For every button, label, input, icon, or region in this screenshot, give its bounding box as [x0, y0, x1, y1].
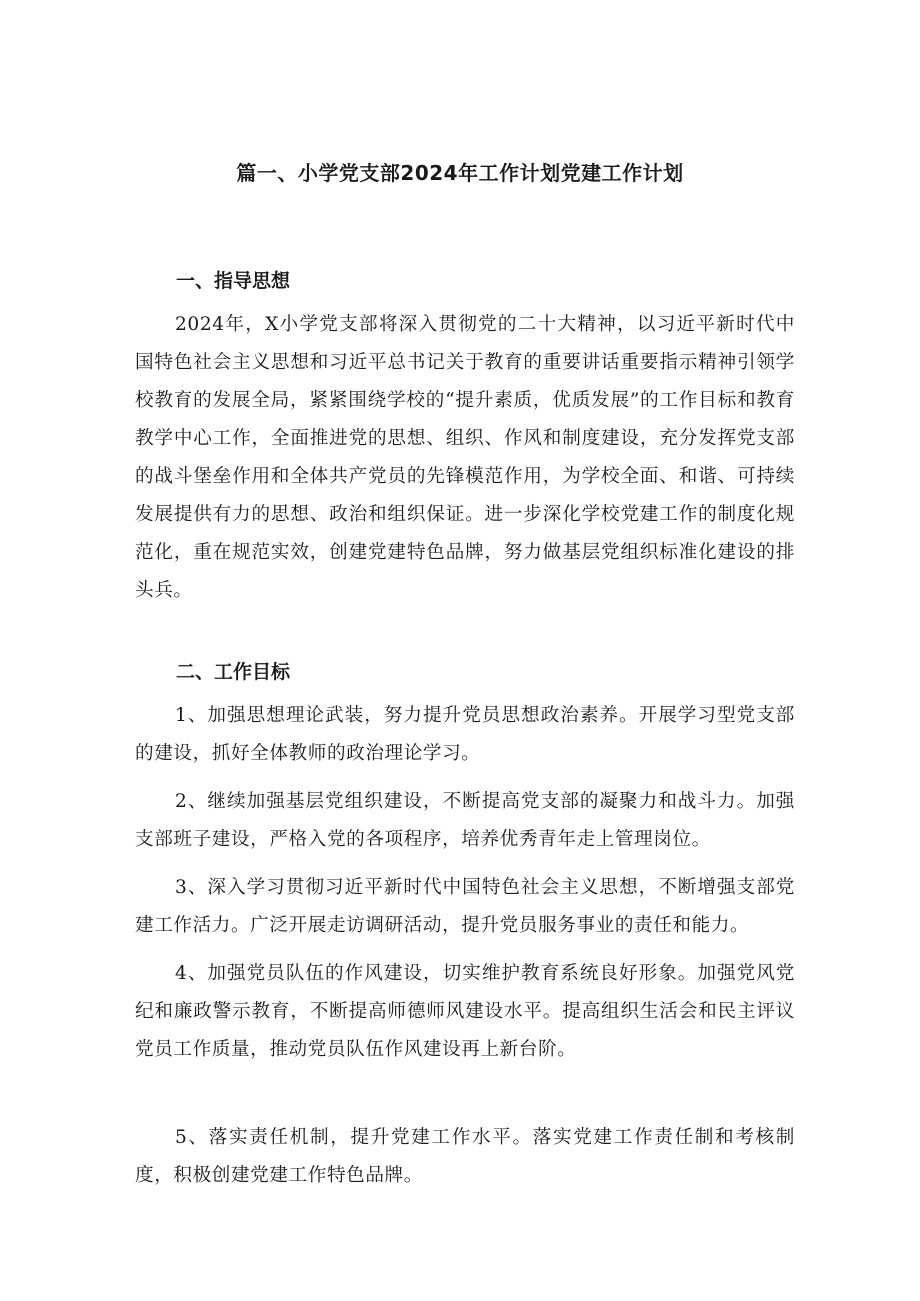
section-heading-guiding-thought: 一、指导思想 — [176, 270, 291, 292]
goal-item-3: 3、深入学习贯彻习近平新时代中国特色社会主义思想，不断增强支部党建工作活力。广泛开展走访调研活动，提升党员服务事业的责任和能力。 — [135, 877, 795, 936]
section-heading-work-goals: 二、工作目标 — [176, 661, 291, 683]
document-title: 篇一、小学党支部2024年工作计划党建工作计划 — [236, 161, 684, 185]
goal-item-4: 4、加强党员队伍的作风建设，切实维护教育系统良好形象。加强党风党纪和廉政警示教育，不断提高师德师风建设水平。提高组织生活会和民主评议党员工作质量，推动党员队伍作风建设再上新台阶。 — [135, 963, 795, 1060]
paragraph-guiding-thought: 2024年，X小学党支部将深入贯彻党的二十大精神，以习近平新时代中国特色社会主义思想和习近平总书记关于教育的重要讲话重要指示精神引领学校教育的发展全局，紧紧围绕学校的“提升素质，优质发展”的工作目标和教育教学中心工作，全面推进党的思想、组织、作风和制度建设，充分发挥党支部的战斗堡垒作用和全体共产党员的先锋模范作用，为学校全面、和谐、可持续发展提供有力的思想、政治和组织保证。进一步深化学校党建工作的制度化规范化，重在规范实效，创建党建特色品牌，努力做基层党组织标准化建设的排头兵。 — [135, 314, 795, 601]
goal-item-2: 2、继续加强基层党组织建设，不断提高党支部的凝聚力和战斗力。加强支部班子建设，严格入党的各项程序，培养优秀青年走上管理岗位。 — [135, 791, 795, 850]
goal-item-1: 1、加强思想理论武装，努力提升党员思想政治素养。开展学习型党支部的建设，抓好全体教师的政治理论学习。 — [135, 705, 795, 764]
goal-item-5: 5、落实责任机制，提升党建工作水平。落实党建工作责任制和考核制度，积极创建党建工作特色品牌。 — [135, 1127, 795, 1186]
